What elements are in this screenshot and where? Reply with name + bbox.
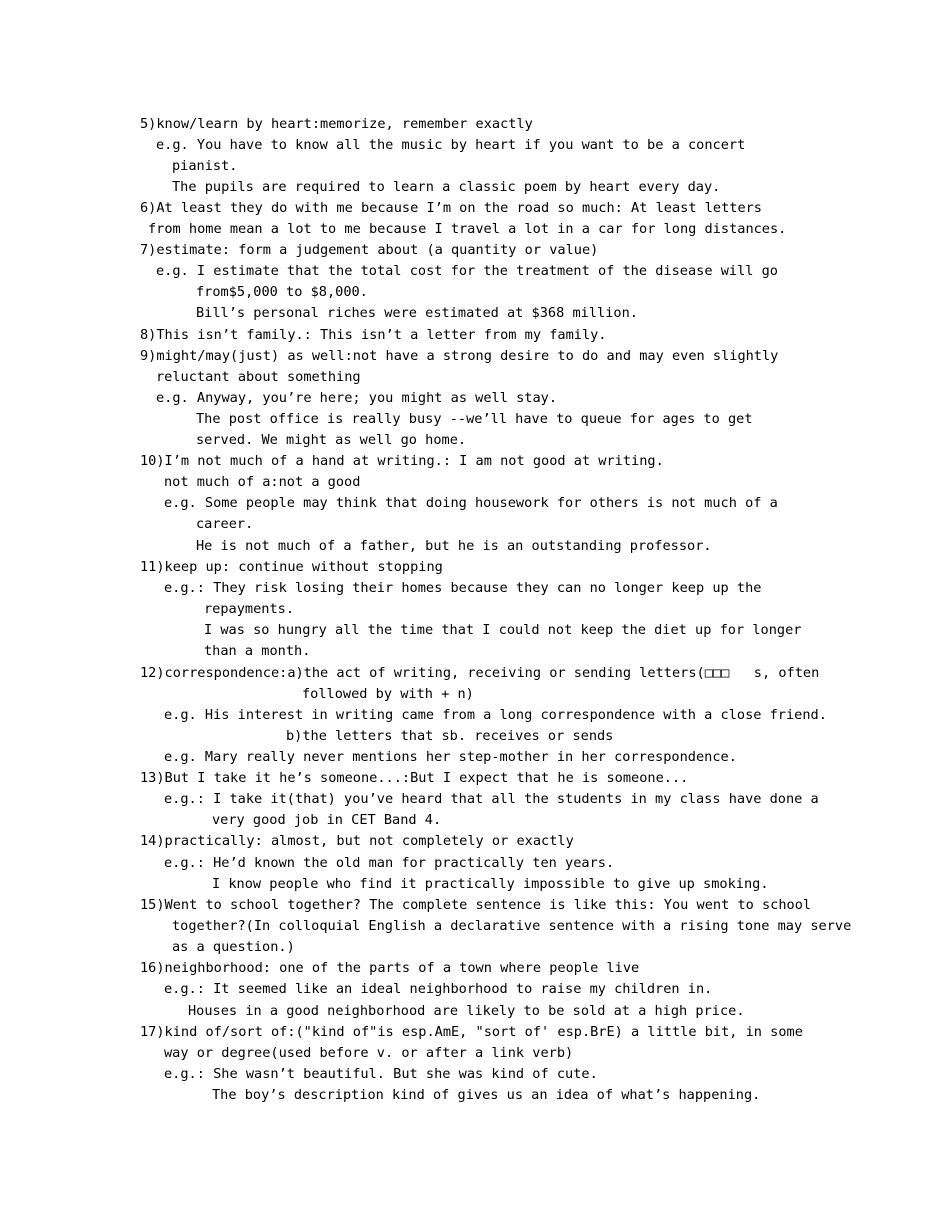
entry-15-heading-cont-1: together?(In colloquial English a declarative sentence with a rising tone may serve bbox=[172, 918, 852, 934]
entry-10-example-1: e.g. Some people may think that doing housework for others is not much of a bbox=[164, 495, 778, 511]
entry-12-sense-b: b)the letters that sb. receives or sends bbox=[286, 728, 614, 744]
entry-17-heading: 17)kind of/sort of:("kind of"is esp.AmE, "sort of' esp.BrE) a little bit, in some bbox=[140, 1024, 803, 1040]
entry-5-example-1: e.g. You have to know all the music by heart if you want to be a concert bbox=[156, 137, 746, 153]
entry-9-example-2-cont: served. We might as well go home. bbox=[196, 432, 467, 448]
entry-17-example-2: The boy’s description kind of gives us an idea of what’s happening. bbox=[212, 1087, 761, 1103]
entry-6-heading-cont: from home mean a lot to me because I travel a lot in a car for long distances. bbox=[148, 221, 787, 237]
entry-15-heading: 15)Went to school together? The complete sentence is like this: You went to school bbox=[140, 897, 812, 913]
entry-13-example-1-cont: very good job in CET Band 4. bbox=[212, 812, 442, 828]
entry-11-example-2: I was so hungry all the time that I could not keep the diet up for longer bbox=[204, 622, 802, 638]
entry-13-example-1: e.g.: I take it(that) you’ve heard that all the students in my class have done a bbox=[164, 791, 819, 807]
entry-10-example-1-cont: career. bbox=[196, 516, 254, 532]
entry-11-example-1: e.g.: They risk losing their homes because they can no longer keep up the bbox=[164, 580, 762, 596]
entry-7-heading: 7)estimate: form a judgement about (a quantity or value) bbox=[140, 242, 599, 258]
entry-7-example-2: Bill’s personal riches were estimated at $368 million. bbox=[196, 305, 638, 321]
entry-10-example-2: He is not much of a father, but he is an outstanding professor. bbox=[196, 538, 712, 554]
entry-8-heading: 8)This isn’t family.: This isn’t a letter from my family. bbox=[140, 327, 607, 343]
entry-17-heading-cont: way or degree(used before v. or after a link verb) bbox=[164, 1045, 574, 1061]
entry-12-heading: 12)correspondence:a)the act of writing, receiving or sending letters(□□□ s, often bbox=[140, 665, 820, 681]
entry-7-example-1: e.g. I estimate that the total cost for the treatment of the disease will go bbox=[156, 263, 778, 279]
entry-14-example-2: I know people who find it practically impossible to give up smoking. bbox=[212, 876, 769, 892]
entry-11-heading: 11)keep up: continue without stopping bbox=[140, 559, 443, 575]
entry-15-heading-cont-2: as a question.) bbox=[172, 939, 295, 955]
entry-16-example-2: Houses in a good neighborhood are likely to be sold at a high price. bbox=[188, 1003, 745, 1019]
entry-11-example-2-cont: than a month. bbox=[204, 643, 311, 659]
entry-9-heading: 9)might/may(just) as well:not have a strong desire to do and may even slightly bbox=[140, 348, 779, 364]
entry-9-example-2: The post office is really busy --we’ll have to queue for ages to get bbox=[196, 411, 753, 427]
entry-5-heading: 5)know/learn by heart:memorize, remember exactly bbox=[140, 116, 533, 132]
entry-11-example-1-cont: repayments. bbox=[204, 601, 295, 617]
entry-12-example-2: e.g. Mary really never mentions her step-mother in her correspondence. bbox=[164, 749, 737, 765]
entry-14-example-1: e.g.: He’d known the old man for practically ten years. bbox=[164, 855, 615, 871]
entry-7-example-1-cont: from$5,000 to $8,000. bbox=[196, 284, 368, 300]
entry-16-heading: 16)neighborhood: one of the parts of a town where people live bbox=[140, 960, 640, 976]
entry-10-heading: 10)I’m not much of a hand at writing.: I am not good at writing. bbox=[140, 453, 664, 469]
entry-17-example-1: e.g.: She wasn’t beautiful. But she was kind of cute. bbox=[164, 1066, 598, 1082]
entry-12-example-1: e.g. His interest in writing came from a long correspondence with a close friend. bbox=[164, 707, 827, 723]
entry-16-example-1: e.g.: It seemed like an ideal neighborhood to raise my children in. bbox=[164, 981, 713, 997]
entry-14-heading: 14)practically: almost, but not completely or exactly bbox=[140, 833, 574, 849]
entry-13-heading: 13)But I take it he’s someone...:But I expect that he is someone... bbox=[140, 770, 689, 786]
entry-10-subheading: not much of a:not a good bbox=[164, 474, 361, 490]
entry-5-example-2: The pupils are required to learn a classic poem by heart every day. bbox=[172, 179, 721, 195]
entry-12-heading-cont: followed by with + n) bbox=[302, 686, 474, 702]
entry-5-example-1-cont: pianist. bbox=[172, 158, 238, 174]
entry-9-heading-cont: reluctant about something bbox=[156, 369, 361, 385]
entry-9-example-1: e.g. Anyway, you’re here; you might as well stay. bbox=[156, 390, 558, 406]
entry-6-heading: 6)At least they do with me because I’m on the road so much: At least letters bbox=[140, 200, 762, 216]
